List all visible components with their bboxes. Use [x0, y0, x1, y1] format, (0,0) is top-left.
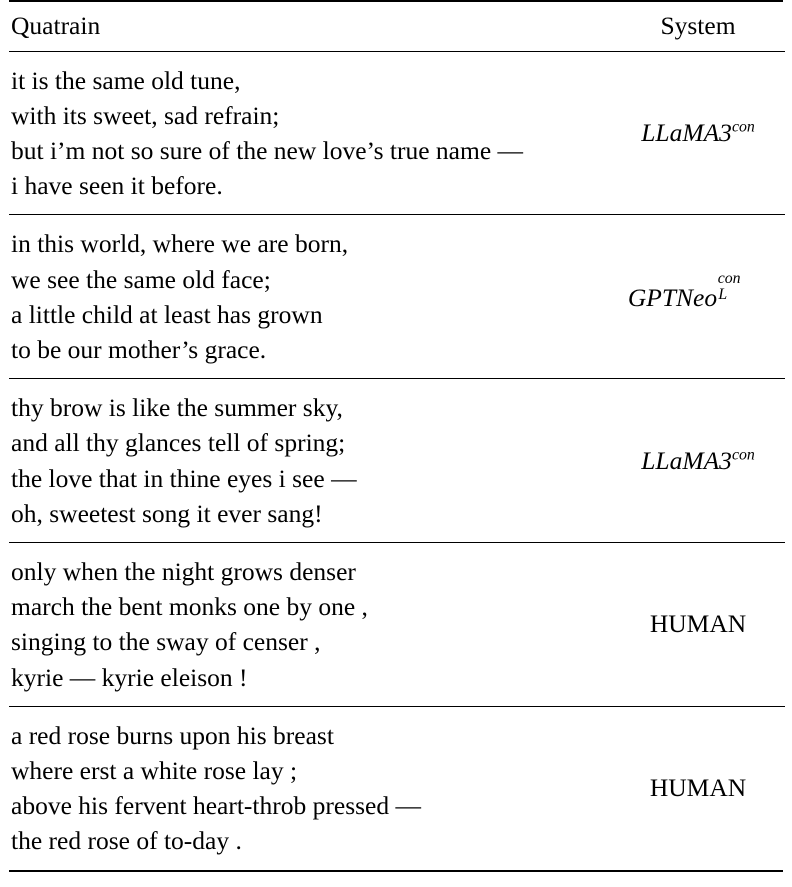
quatrain-line: above his fervent heart-throb pressed — [11, 791, 421, 821]
system-label [627, 269, 768, 312]
quatrain-line: and all thy glances tell of spring; [11, 428, 346, 458]
quatrain-line: i have seen it before. [11, 171, 223, 201]
quatrain-line: thy brow is like the summer sky, [11, 393, 343, 423]
system-label [641, 118, 755, 147]
quatrain-line: a little child at least has grown [11, 299, 323, 329]
quatrain-line: the red rose of to-day . [11, 826, 242, 856]
system-label-superscript: con [731, 118, 755, 136]
quatrain-line: to be our mother’s grace. [11, 334, 267, 364]
quatrain-line: oh, sweetest song it ever sang! [11, 498, 323, 528]
column-header-system: System [611, 2, 785, 51]
quatrain-line: where erst a white rose lay ; [11, 755, 298, 785]
system-label [650, 609, 746, 638]
table-row [9, 379, 785, 543]
system-label-base: HUMAN [649, 773, 747, 803]
system-label [641, 446, 755, 475]
quatrain-line: march the bent monks one by one , [11, 592, 368, 622]
quatrain-cell [9, 542, 611, 706]
table-header-row [9, 2, 785, 51]
quatrain-cell [9, 706, 611, 869]
system-cell [611, 215, 785, 379]
quatrain-line: with its sweet, sad refrain; [11, 100, 280, 130]
system-label-superscript: con [731, 446, 755, 464]
quatrain-line: singing to the sway of censer , [11, 627, 321, 657]
quatrain-line: it is the same old tune, [11, 65, 241, 95]
quatrain-cell [9, 215, 611, 379]
column-header-quatrain: Quatrain [9, 2, 611, 51]
system-label-script-stack [717, 269, 768, 306]
quatrain-system-table [9, 2, 785, 870]
quatrain-line: we see the same old face; [11, 264, 271, 294]
system-label-base: GPTNeo [627, 282, 718, 312]
quatrain-line: but i’m not so sure of the new love’s true name — [11, 135, 524, 165]
quatrain-line: only when the night grows denser [11, 556, 356, 586]
table-row [9, 706, 785, 869]
system-cell [611, 51, 785, 215]
quatrain-line: in this world, where we are born, [11, 229, 349, 259]
system-label-superscript: con [717, 269, 741, 287]
system-label-base: HUMAN [649, 609, 747, 639]
quatrain-line: a red rose burns upon his breast [11, 720, 334, 750]
table-bottom-rule [9, 870, 783, 872]
quatrain-cell [9, 51, 611, 215]
table-row [9, 51, 785, 215]
system-cell [611, 542, 785, 706]
quatrain-line: kyrie — kyrie eleison ! [11, 662, 248, 692]
table-row [9, 215, 785, 379]
quatrain-line: the love that in thine eyes i see — [11, 463, 357, 493]
system-cell [611, 706, 785, 869]
table-row [9, 542, 785, 706]
system-label [650, 773, 746, 802]
system-label-base: LLaMA3 [641, 445, 732, 475]
table-header [9, 2, 785, 51]
quatrain-cell [9, 379, 611, 543]
system-label-base: LLaMA3 [641, 117, 732, 147]
table-body [9, 51, 785, 870]
system-cell [611, 379, 785, 543]
system-label-subscript: L [718, 286, 728, 304]
